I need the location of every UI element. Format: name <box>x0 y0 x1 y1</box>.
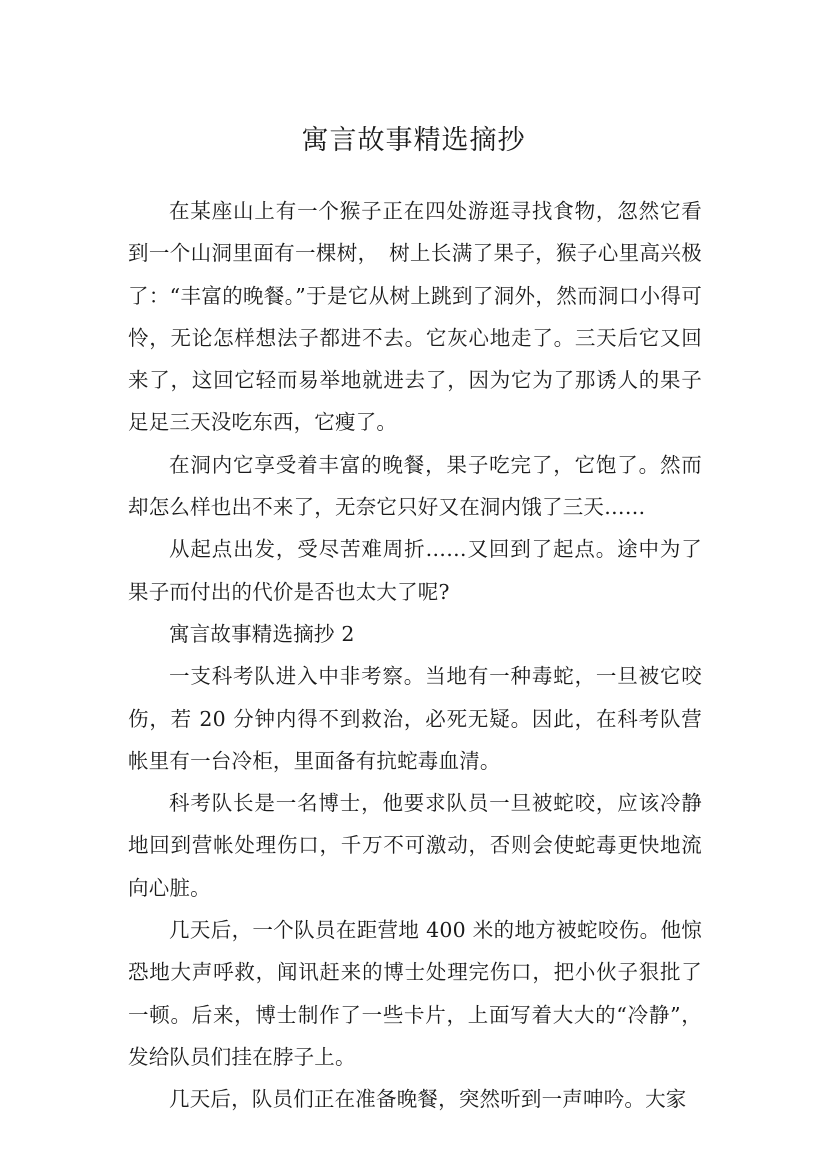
paragraph-monkey-story: 在某座山上有一个猴子正在四处游逛寻找食物，忽然它看到一个山洞里面有一棵树， 树上长满了果子，猴子心里高兴极了：“丰富的晚餐。”于是它从树上跳到了洞外，然而洞口小得可怜，无论怎样想法子都进不去。它灰心地走了。三天后它又回来了，这回它轻而易举地就进去了，因为它为了那诱人的果子足足三天没吃东西，它瘦了。 <box>128 199 702 435</box>
paragraph-dinner: 几天后，队员们正在准备晚餐，突然听到一声呻吟。大家 <box>169 1087 687 1112</box>
section-heading-2: 寓言故事精选摘抄 2 <box>169 621 355 646</box>
document-body <box>128 190 702 1121</box>
paragraph-expedition: 一支科考队进入中非考察。当地有一种毒蛇，一旦被它咬伤，若 20 分钟内得不到救治，必死无疑。因此，在科考队营帐里有一台冷柜，里面备有抗蛇毒血清。 <box>128 664 702 773</box>
paragraph-monkey-trapped: 在洞内它享受着丰富的晚餐，果子吃完了，它饱了。然而却怎么样也出不来了，无奈它只好又在洞内饿了三天…… <box>128 452 702 520</box>
document-title: 寓言故事精选摘抄 <box>301 125 526 157</box>
paragraph-monkey-moral: 从起点出发，受尽苦难周折……又回到了起点。途中为了果子而付出的代价是否也太大了呢? <box>128 537 702 604</box>
paragraph-snake-bite: 几天后，一个队员在距营地 400 米的地方被蛇咬伤。他惊恐地大声呼救，闻讯赶来的博士处理完伤口，把小伙子狠批了一顿。后来，博士制作了一些卡片，上面写着大大的“冷静”，发给队员们挂在脖子上。 <box>128 918 702 1069</box>
paragraph-captain-rule: 科考队长是一名博士，他要求队员一旦被蛇咬，应该冷静地回到营帐处理伤口，千万不可激动，否则会使蛇毒更快地流向心脏。 <box>128 791 702 900</box>
